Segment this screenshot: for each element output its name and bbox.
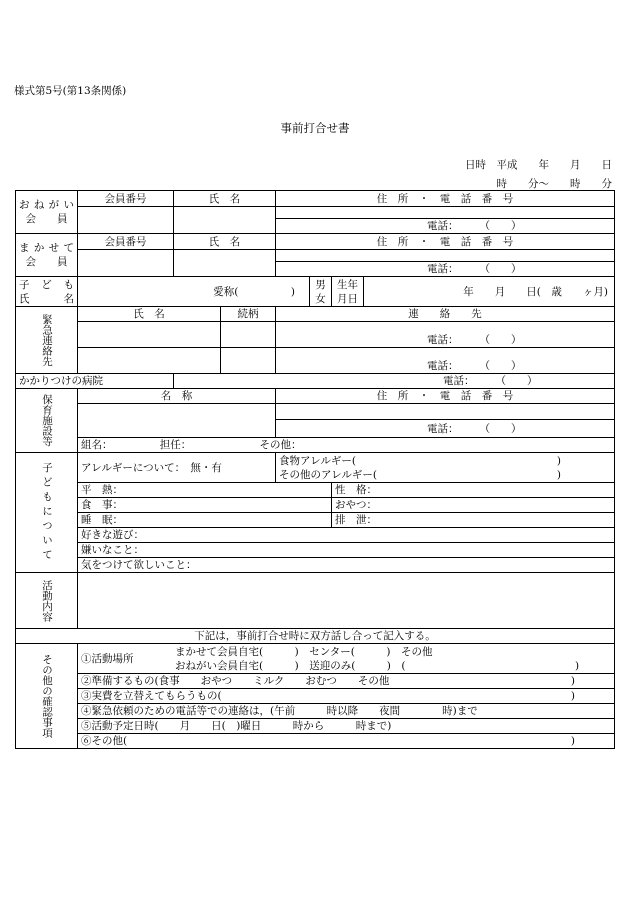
child-nickname-field[interactable]: 愛称( ) [78,277,310,307]
attention-field[interactable]: 気をつけて欲しいこと： [78,558,615,573]
meal-field[interactable]: 食 事： [78,498,332,513]
child-gender[interactable]: 男 女 [310,277,332,307]
activity-label: 活動内容 [16,573,78,629]
hospital-label: かかりつけの病院 [16,374,174,389]
requester-name-header: 氏 名 [174,191,276,207]
agreement-form-table [15,190,615,749]
provider-member-no-field[interactable] [78,250,174,277]
snack-field[interactable]: おやつ： [332,498,615,513]
child-birth-label: 生年 月日 [332,277,364,307]
temperature-field[interactable]: 平 熱： [78,483,332,498]
emergency-contact-header: 連 絡 先 [276,307,615,322]
provider-phone-field[interactable]: 電話： （ ） [276,262,615,277]
nursery-name-header: 名 称 [78,389,276,404]
requester-member-no-field[interactable] [78,207,174,234]
requester-address-field[interactable] [276,207,615,219]
nursery-name-field[interactable] [78,404,276,438]
schedule-field[interactable]: ⑤活動予定日時( 月 日( )曜日 時から 時まで) [78,719,615,734]
other-field[interactable]: ⑥その他( ) [78,734,615,749]
emergency-phone-field-2[interactable]: 電話： （ ） [276,348,615,374]
place-field[interactable]: ①活動場所 まかせて会員自宅( ) センター( ) その他 おねがい会員自宅( ) 送迎のみ( ) ( ) [78,644,615,674]
hospital-field[interactable]: 電話： （ ） [174,374,615,389]
provider-name-field[interactable] [174,250,276,277]
provider-name-header: 氏 名 [174,234,276,250]
requester-phone-field[interactable]: 電話： （ ） [276,219,615,234]
favorite-play-field[interactable]: 好きな遊び： [78,528,615,543]
about-child-label: 子どもについて [16,453,78,573]
allergy-detail-field[interactable]: 食物アレルギー( ) その他のアレルギー( ) [276,453,615,483]
activity-field[interactable] [78,573,615,629]
emergency-relation-field-2[interactable] [221,348,276,374]
requester-member-no-header: 会員番号 [78,191,174,207]
expense-field[interactable]: ③実費を立替えてもらうもの( ) [78,689,615,704]
emergency-call-field[interactable]: ④緊急依頼のための電話等での連絡は，(午前 時以降 夜間 時)まで [78,704,615,719]
nursery-class-field[interactable]: 組名： 担任： その他： [78,438,615,453]
requester-address-header: 住 所 ・ 電 話 番 号 [276,191,615,207]
emergency-label: 緊急連絡先 [16,307,78,374]
personality-field[interactable]: 性 格： [332,483,615,498]
nursery-address-field[interactable] [276,404,615,420]
emergency-relation-field-1[interactable] [221,322,276,348]
emergency-name-field-1[interactable] [78,322,221,348]
note-row: 下記は，事前打合せ時に双方話し合って記入する。 [16,629,615,644]
emergency-name-field-2[interactable] [78,348,221,374]
provider-label: まかせて 会 員 [16,234,78,277]
time-line[interactable]: 時 分～ 時 分 [496,178,612,190]
prepare-field[interactable]: ②準備するもの(食事 おやつ ミルク おむつ その他 ) [78,674,615,689]
sleep-field[interactable]: 睡 眠： [78,513,332,528]
nursery-address-header: 住 所 ・ 電 話 番 号 [276,389,615,404]
excretion-field[interactable]: 排 泄： [332,513,615,528]
requester-name-field[interactable] [174,207,276,234]
nursery-phone-field[interactable]: 電話： （ ） [276,420,615,438]
confirm-label: その他の確認事項 [16,644,78,749]
page-title: 事前打合せ書 [280,121,350,135]
emergency-phone-field-1[interactable]: 電話： （ ） [276,322,615,348]
provider-address-field[interactable] [276,250,615,262]
allergy-field[interactable]: アレルギーについて： 無・有 [78,453,276,483]
requester-label: おねがい 会 員 [16,191,78,234]
dislikes-field[interactable]: 嫌いなこと： [78,543,615,558]
provider-member-no-header: 会員番号 [78,234,174,250]
nursery-label: 保育施設等 [16,389,78,453]
emergency-name-header: 氏 名 [78,307,221,322]
form-number: 様式第5号(第13条関係) [14,85,127,97]
child-birthdate-field[interactable]: 年 月 日( 歳 ヶ月) [364,277,615,307]
place-label: ①活動場所 [81,652,134,665]
emergency-relation-header: 続柄 [221,307,276,322]
provider-address-header: 住 所 ・ 電 話 番 号 [276,234,615,250]
child-name-label: 子 ど も 氏 名 [16,277,78,307]
date-line[interactable]: 日時 平成 年 月 日 [465,159,612,171]
